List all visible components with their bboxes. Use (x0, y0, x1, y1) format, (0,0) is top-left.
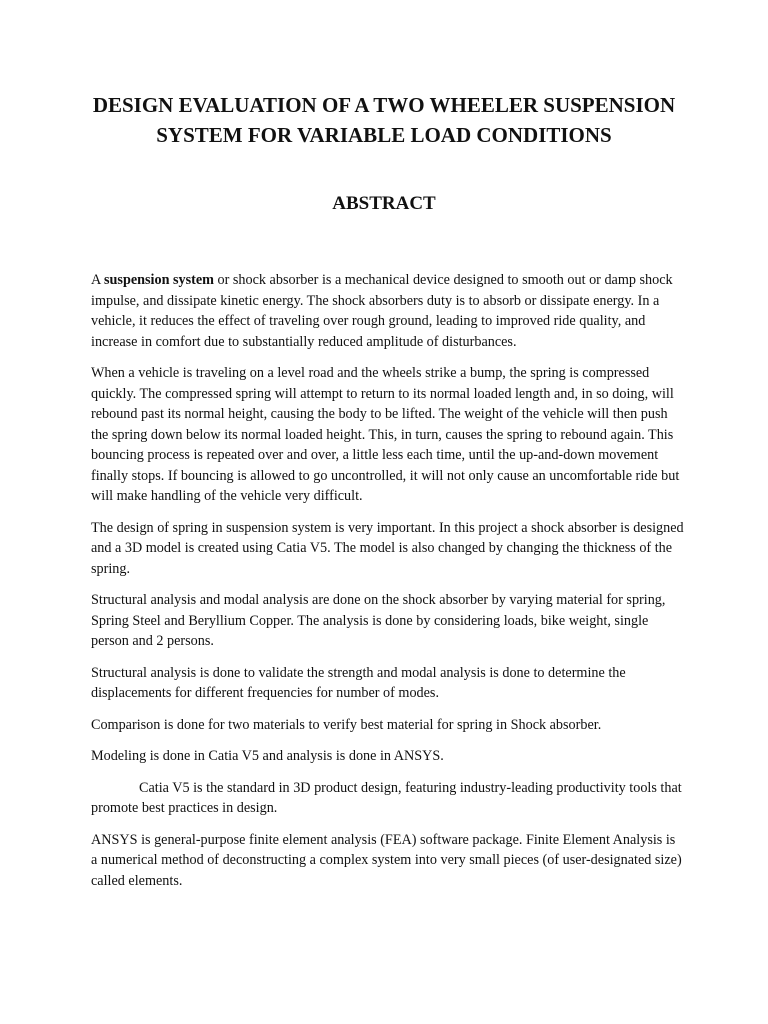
suspension-system-term: suspension system (104, 272, 214, 288)
paragraph-ansys-description: ANSYS is general-purpose finite element analysis (FEA) software package. Finite Element Analysis is a numerical method of deconstructing a complex system into very small pieces (of user-designated size) called elements. (91, 831, 682, 889)
document-title: DESIGN EVALUATION OF A TWO WHEELER SUSPENSION SYSTEM FOR VARIABLE LOAD CONDITIONS (92, 93, 676, 147)
abstract-body (91, 270, 685, 902)
abstract-heading: ABSTRACT (332, 193, 436, 214)
paragraph-tools-used: Modeling is done in Catia V5 and analysis is done in ANSYS. (91, 748, 444, 764)
paragraph-rest: or shock absorber is a mechanical device designed to smooth out or damp shock impulse, and dissipate kinetic energy. The shock absorbers duty is to absorb or dissipate energy. In a vehicle, it reduces the effect of traveling over rough ground, leading to improved ride quality, and increase in comfort due to substantially reduced amplitude of disturbances. (91, 272, 673, 350)
paragraph-bump-behavior: When a vehicle is traveling on a level road and the wheels strike a bump, the spring is compressed quickly. The compressed spring will attempt to return to its normal loaded length and, in so doing, will rebound past its normal height, causing the body to be lifted. The weight of the vehicle will then push the spring down below its normal loaded height. This, in turn, causes the spring to rebound again. This bouncing process is repeated over and over, a little less each time, until the up-and-down movement finally stops. If bouncing is allowed to go uncontrolled, it will not only cause an uncomfortable ride but will make handling of the vehicle very difficult. (91, 365, 680, 504)
paragraph-suspension-definition (91, 270, 685, 352)
paragraph-catia-description: Catia V5 is the standard in 3D product design, featuring industry-leading productivity tools that promote best practices in design. (91, 779, 682, 816)
paragraph-material-comparison: Comparison is done for two materials to verify best material for spring in Shock absorber. (91, 716, 602, 733)
paragraph-analysis-purpose: Structural analysis is done to validate the strength and modal analysis is done to determine the displacements for different frequencies for number of modes. (91, 664, 626, 701)
paragraph-spring-design: The design of spring in suspension system is very important. In this project a shock absorber is designed and a 3D model is created using Catia V5. The model is also changed by changing the thickness of the spring. (91, 519, 684, 577)
paragraph-structural-modal-analysis: Structural analysis and modal analysis are done on the shock absorber by varying material for spring, Spring Steel and Beryllium Copper. The analysis is done by considering loads, bike weight, single person and 2 persons. (91, 592, 666, 649)
paragraph-lead: A (91, 272, 105, 288)
